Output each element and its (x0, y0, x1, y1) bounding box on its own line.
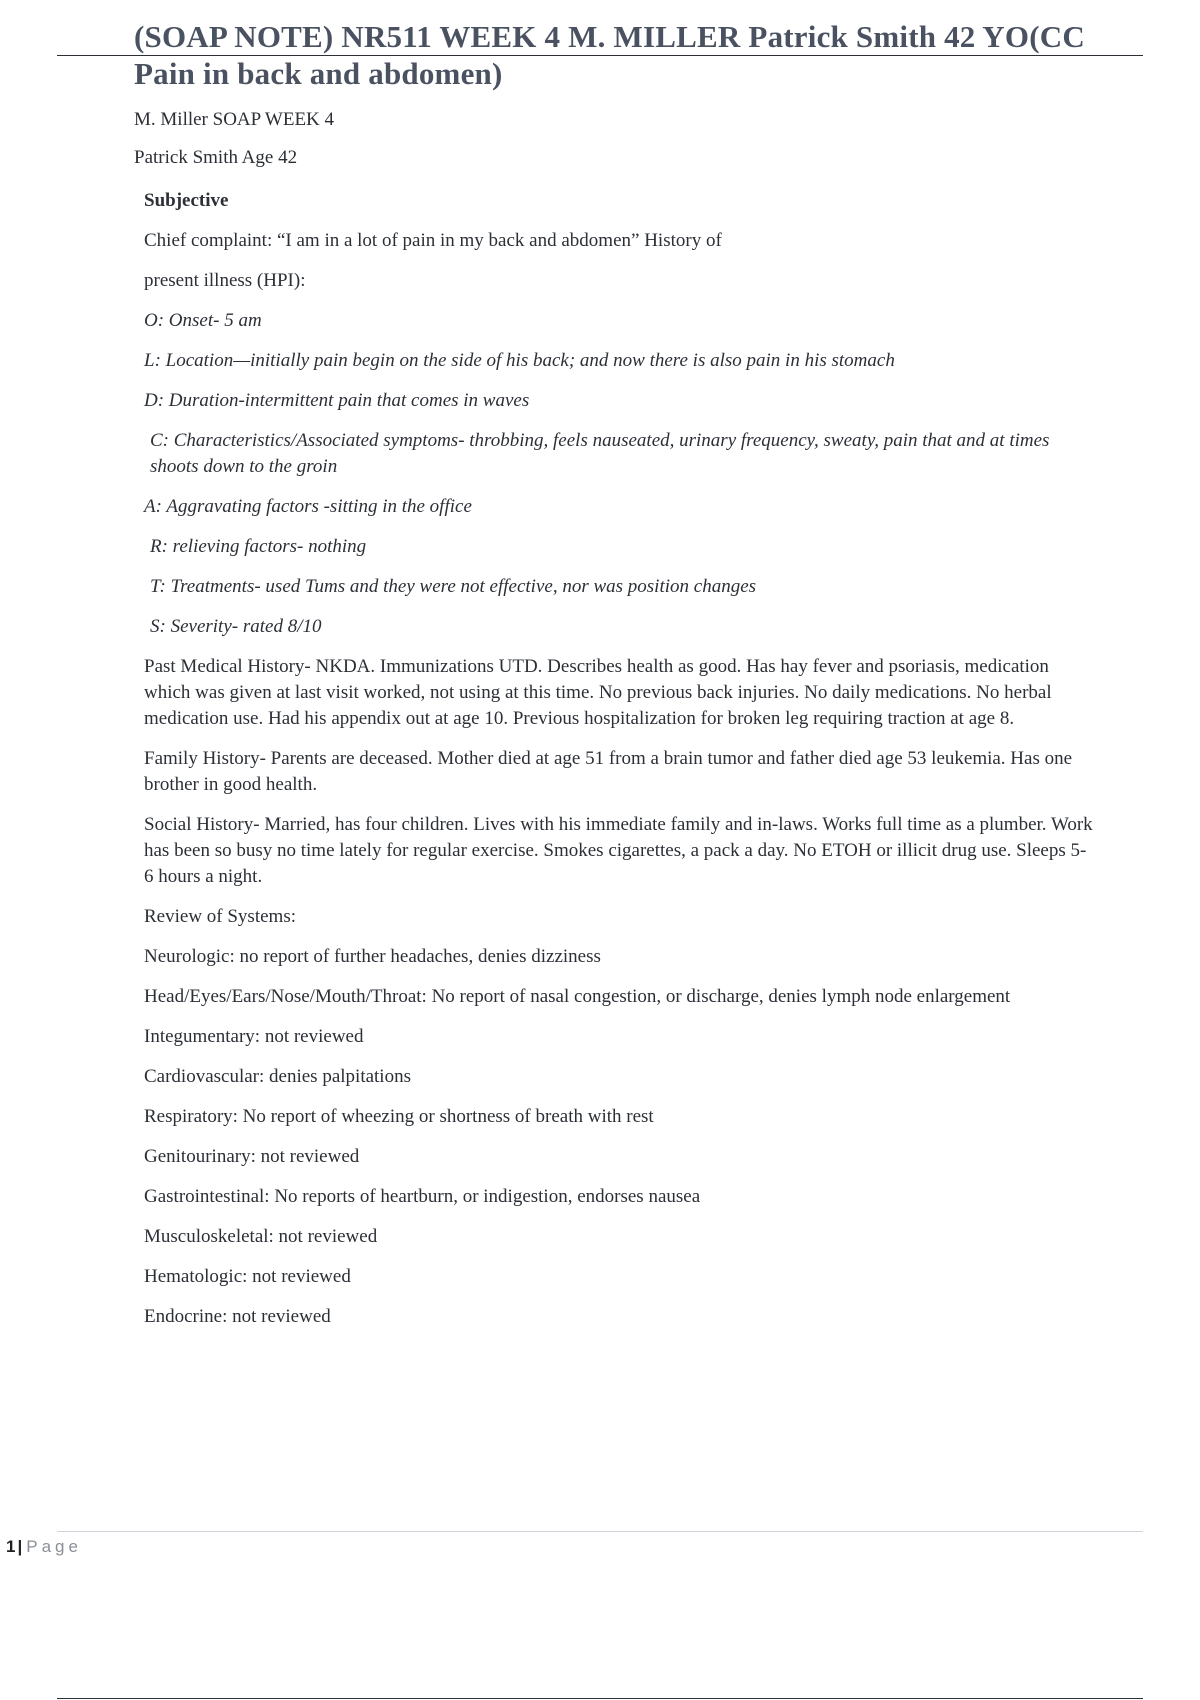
subjective-heading: Subjective (144, 190, 229, 211)
page-footer (6, 1536, 82, 1558)
page-label: Page (26, 1537, 82, 1556)
page-number: 1 (6, 1537, 16, 1556)
header-rule (57, 55, 1143, 56)
page-separator: | (17, 1537, 23, 1556)
hpi-severity: S: Severity- rated 8/10 (150, 616, 322, 637)
chief-complaint: Chief complaint: “I am in a lot of pain in my back and abdomen” History of (144, 230, 722, 251)
meta-author-line: M. Miller SOAP WEEK 4 (134, 109, 335, 130)
hpi-location: L: Location—initially pain begin on the side of his back; and now there is also pain in his stomach (144, 350, 895, 371)
past-medical-history: Past Medical History- NKDA. Immunizations UTD. Describes health as good. Has hay fever and psoriasis, medication which was given at last visit worked, not using at this time. No previous back injuries. No daily medications. No herbal medication use. Had his appendix out at age 10. Previous hospitalization for broken leg requiring traction at age 8. (144, 656, 1052, 729)
ros-item: Head/Eyes/Ears/Nose/Mouth/Throat: No report of nasal congestion, or discharge, denies lymph node enlargement (144, 986, 1011, 1007)
ros-item: Gastrointestinal: No reports of heartburn, or indigestion, endorses nausea (144, 1186, 701, 1207)
ros-item: Cardiovascular: denies palpitations (144, 1066, 411, 1087)
hpi-characteristics: C: Characteristics/Associated symptoms- throbbing, feels nauseated, urinary frequency, sweaty, pain that and at times shoots down to the groin (150, 430, 1050, 477)
note-body (144, 188, 1094, 1330)
hpi-label: present illness (HPI): (144, 270, 306, 291)
meta-patient-line: Patrick Smith Age 42 (134, 147, 298, 168)
hpi-relieving: R: relieving factors- nothing (150, 536, 367, 557)
hpi-onset: O: Onset- 5 am (144, 310, 262, 331)
hpi-treatments: T: Treatments- used Tums and they were not effective, nor was position changes (150, 576, 757, 597)
next-page-header-rule (57, 1698, 1143, 1699)
social-history: Social History- Married, has four children. Lives with his immediate family and in-laws. Works full time as a plumber. Work has been so busy no time lately for regular exercise. Smokes cigarettes, a pack a day. No ETOH or illicit drug use. Sleeps 5-6 hours a night. (144, 814, 1093, 887)
hpi-duration: D: Duration-intermittent pain that comes in waves (144, 390, 530, 411)
ros-item: Genitourinary: not reviewed (144, 1146, 360, 1167)
ros-item: Integumentary: not reviewed (144, 1026, 364, 1047)
ros-item: Musculoskeletal: not reviewed (144, 1226, 378, 1247)
hpi-aggravating: A: Aggravating factors -sitting in the office (144, 496, 472, 517)
ros-item: Respiratory: No report of wheezing or shortness of breath with rest (144, 1106, 654, 1127)
ros-heading: Review of Systems: (144, 906, 296, 927)
ros-item: Hematologic: not reviewed (144, 1266, 351, 1287)
footer-rule (57, 1531, 1143, 1532)
document-title: (SOAP NOTE) NR511 WEEK 4 M. MILLER Patrick Smith 42 YO(CC Pain in back and abdomen) (134, 19, 1085, 91)
ros-item: Neurologic: no report of further headaches, denies dizziness (144, 946, 601, 967)
family-history: Family History- Parents are deceased. Mother died at age 51 from a brain tumor and father died age 53 leukemia. Has one brother in good health. (144, 748, 1073, 795)
ros-item: Endocrine: not reviewed (144, 1306, 331, 1327)
